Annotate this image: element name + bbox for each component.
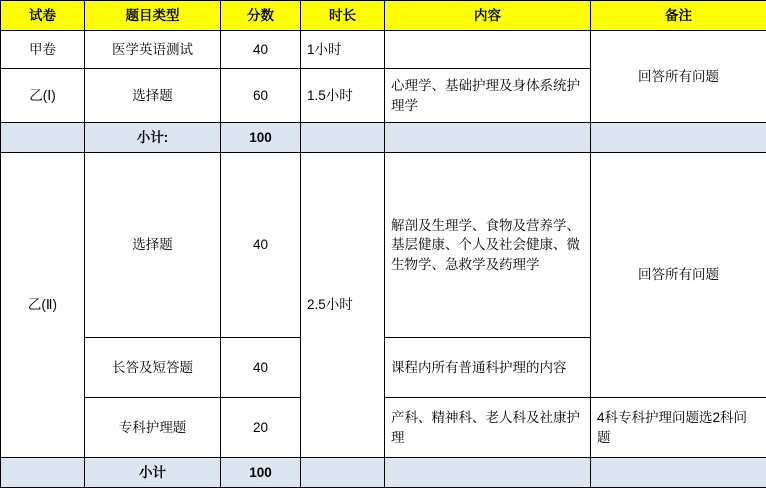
cell-type: 医学英语测试 — [85, 31, 221, 69]
header-cell-type: 题目类型 — [85, 1, 221, 31]
table-row — [1, 153, 766, 338]
cell-score: 40 — [221, 338, 301, 398]
cell-score: 40 — [221, 153, 301, 338]
header-cell-duration: 时长 — [301, 1, 385, 31]
subtotal-row — [1, 123, 766, 153]
cell-type: 长答及短答题 — [85, 338, 221, 398]
cell-content: 解剖及生理学、食物及营养学、基层健康、个人及社会健康、微生物学、急救学及药理学 — [385, 153, 591, 338]
cell-paper: 乙(Ⅰ) — [1, 69, 85, 123]
header-cell-remark: 备注 — [591, 1, 766, 31]
cell-remark: 回答所有问题 — [591, 31, 766, 123]
cell-score: 20 — [221, 398, 301, 458]
subtotal-blank-content — [385, 123, 591, 153]
subtotal-label: 小计 — [85, 458, 221, 488]
cell-remark: 4科专科护理问题选2科问题 — [591, 398, 766, 458]
cell-type: 选择题 — [85, 69, 221, 123]
subtotal-blank-paper — [1, 123, 85, 153]
cell-content — [385, 31, 591, 69]
cell-score: 40 — [221, 31, 301, 69]
cell-type: 专科护理题 — [85, 398, 221, 458]
cell-duration: 1.5小时 — [301, 69, 385, 123]
table-header-row — [1, 1, 766, 31]
cell-remark: 回答所有问题 — [591, 153, 766, 398]
cell-paper: 甲卷 — [1, 31, 85, 69]
subtotal-value: 100 — [221, 123, 301, 153]
subtotal-blank-remark — [591, 458, 766, 488]
cell-content: 课程内所有普通科护理的内容 — [385, 338, 591, 398]
cell-content: 心理学、基础护理及身体系统护理学 — [385, 69, 591, 123]
table-row — [1, 31, 766, 69]
subtotal-blank-duration — [301, 458, 385, 488]
cell-content: 产科、精神科、老人科及社康护理 — [385, 398, 591, 458]
cell-score: 60 — [221, 69, 301, 123]
header-cell-paper: 试卷 — [1, 1, 85, 31]
cell-duration: 2.5小时 — [301, 153, 385, 458]
subtotal-blank-paper — [1, 458, 85, 488]
header-cell-content: 内容 — [385, 1, 591, 31]
cell-type: 选择题 — [85, 153, 221, 338]
subtotal-blank-content — [385, 458, 591, 488]
subtotal-value: 100 — [221, 458, 301, 488]
subtotal-blank-remark — [591, 123, 766, 153]
cell-duration: 1小时 — [301, 31, 385, 69]
header-cell-score: 分数 — [221, 1, 301, 31]
subtotal-blank-duration — [301, 123, 385, 153]
cell-paper: 乙(Ⅱ) — [1, 153, 85, 458]
subtotal-row — [1, 458, 766, 488]
subtotal-label: 小计: — [85, 123, 221, 153]
